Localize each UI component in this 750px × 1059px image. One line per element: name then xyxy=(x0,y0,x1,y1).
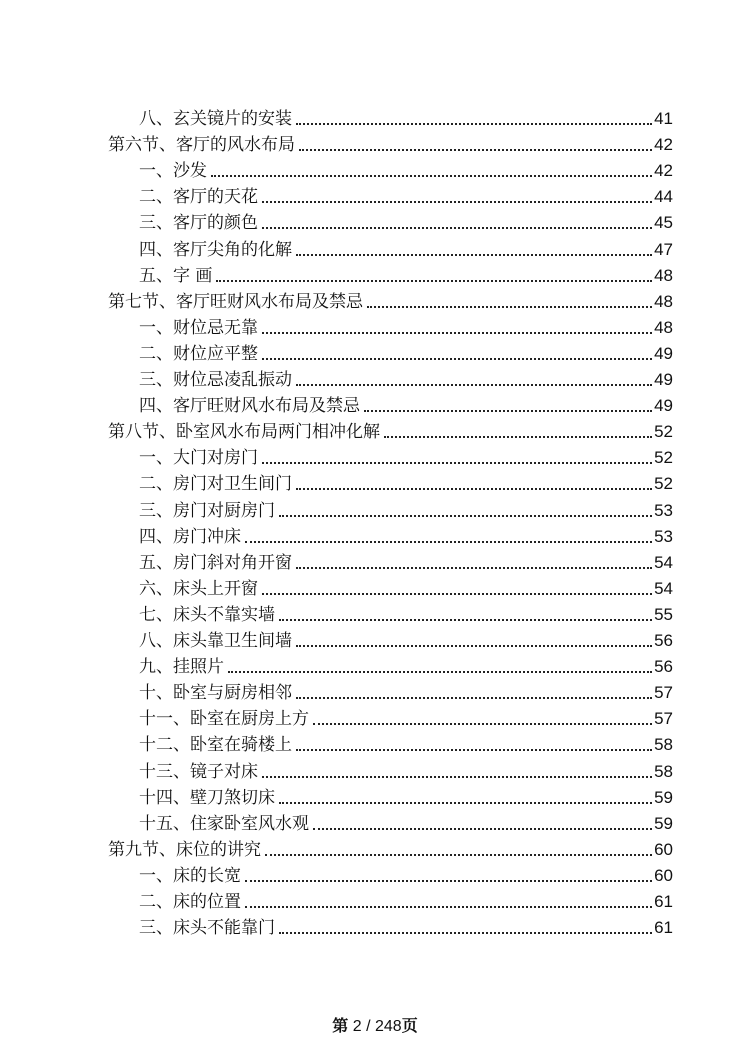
toc-entry-label: 五、房门斜对角开窗 xyxy=(139,552,292,573)
toc-section-entry xyxy=(108,417,673,443)
toc-dot-leader xyxy=(265,854,652,856)
toc-entry-page-number: 54 xyxy=(654,578,673,598)
toc-entry-page-number: 49 xyxy=(654,343,673,363)
toc-subsection-entry xyxy=(139,235,673,261)
toc-entry-label: 四、客厅尖角的化解 xyxy=(139,239,292,260)
toc-entry-label: 五、字 画 xyxy=(139,265,213,286)
toc-dot-leader xyxy=(245,880,652,882)
toc-entry-label: 四、客厅旺财风水布局及禁忌 xyxy=(139,396,360,417)
toc-subsection-entry xyxy=(139,391,673,417)
toc-subsection-entry xyxy=(139,913,673,939)
toc-subsection-entry xyxy=(139,861,673,887)
toc-entry-page-number: 47 xyxy=(654,239,673,259)
toc-dot-leader xyxy=(279,619,652,621)
toc-dot-leader xyxy=(211,175,652,177)
toc-entry-page-number: 59 xyxy=(654,813,673,833)
toc-dot-leader xyxy=(245,906,652,908)
toc-dot-leader xyxy=(279,932,652,934)
toc-entry-page-number: 42 xyxy=(654,161,673,181)
toc-subsection-entry xyxy=(139,757,673,783)
toc-section-entry xyxy=(108,835,673,861)
toc-entry-label: 十二、卧室在骑楼上 xyxy=(139,735,292,756)
toc-dot-leader xyxy=(296,697,652,699)
toc-entry-page-number: 49 xyxy=(654,396,673,416)
toc-entry-page-number: 53 xyxy=(654,500,673,520)
toc-entry-page-number: 61 xyxy=(654,892,673,911)
toc-subsection-entry xyxy=(139,469,673,495)
toc-subsection-entry xyxy=(139,365,673,391)
toc-subsection-entry xyxy=(139,704,673,730)
toc-entry-page-number: 57 xyxy=(654,709,673,729)
toc-entry-page-number: 55 xyxy=(654,604,673,624)
toc-entry-label: 十一、卧室在厨房上方 xyxy=(139,709,309,730)
toc-section-entry xyxy=(108,287,673,313)
toc-subsection-entry xyxy=(139,809,673,835)
toc-entry-label: 八、床头靠卫生间墙 xyxy=(139,631,292,651)
toc-entry-label: 十、卧室与厨房相邻 xyxy=(139,683,292,704)
toc-subsection-entry xyxy=(139,783,673,809)
toc-entry-label: 三、房门对厨房门 xyxy=(139,500,275,521)
toc-entry-label: 八、玄关镜片的安装 xyxy=(139,109,292,129)
toc-subsection-entry xyxy=(139,548,673,574)
toc-entry-label: 一、床的长宽 xyxy=(139,865,241,886)
toc-entry-page-number: 61 xyxy=(654,918,673,938)
toc-subsection-entry xyxy=(139,156,673,182)
toc-entry-label: 三、床头不能靠门 xyxy=(139,918,275,939)
toc-entry-page-number: 56 xyxy=(654,631,673,650)
toc-dot-leader xyxy=(262,593,652,595)
toc-subsection-entry xyxy=(139,496,673,522)
toc-dot-leader xyxy=(296,254,652,256)
toc-subsection-entry xyxy=(139,678,673,704)
toc-dot-leader xyxy=(262,332,652,334)
toc-subsection-entry xyxy=(139,208,673,234)
toc-dot-leader xyxy=(262,358,652,360)
toc-entry-label: 一、财位忌无靠 xyxy=(139,317,258,338)
toc-dot-leader xyxy=(296,123,652,125)
toc-entry-page-number: 59 xyxy=(654,787,673,807)
toc-entry-page-number: 57 xyxy=(654,683,673,703)
toc-entry-page-number: 52 xyxy=(654,474,673,494)
toc-entry-label: 一、沙发 xyxy=(139,161,207,182)
toc-entry-label: 一、大门对房门 xyxy=(139,448,258,469)
toc-entry-label: 二、房门对卫生间门 xyxy=(139,474,292,495)
toc-entry-label: 三、客厅的颜色 xyxy=(139,213,258,234)
toc-subsection-entry xyxy=(139,443,673,469)
toc-entry-page-number: 45 xyxy=(654,213,673,233)
toc-dot-leader xyxy=(228,671,652,673)
toc-subsection-entry xyxy=(139,522,673,548)
toc-subsection-entry xyxy=(139,104,673,130)
toc-dot-leader xyxy=(262,201,652,203)
toc-entry-page-number: 60 xyxy=(654,839,673,859)
toc-entry-label: 六、床头上开窗 xyxy=(139,578,258,599)
toc-entry-label: 九、挂照片 xyxy=(139,657,224,678)
toc-dot-leader xyxy=(279,802,652,804)
toc-dot-leader xyxy=(384,436,652,438)
toc-entry-page-number: 48 xyxy=(654,265,673,285)
toc-entry-page-number: 58 xyxy=(654,735,673,755)
toc-dot-leader xyxy=(262,462,652,464)
toc-entry-page-number: 48 xyxy=(654,291,673,311)
toc-subsection-entry xyxy=(139,887,673,913)
footer-prefix: 第 xyxy=(332,1018,349,1035)
toc-entry-label: 三、财位忌凌乱振动 xyxy=(139,370,292,390)
toc-section-entry xyxy=(108,130,673,156)
toc-subsection-entry xyxy=(139,313,673,339)
toc-subsection-entry xyxy=(139,652,673,678)
toc-entry-page-number: 52 xyxy=(654,448,673,468)
toc-entry-label: 二、客厅的天花 xyxy=(139,187,258,208)
toc-entry-page-number: 52 xyxy=(654,422,673,442)
toc-entry-page-number: 60 xyxy=(654,865,673,885)
toc-dot-leader xyxy=(245,541,652,543)
toc-subsection-entry xyxy=(139,339,673,365)
toc-entry-label: 第七节、客厅旺财风水布局及禁忌 xyxy=(108,291,363,312)
toc-entry-page-number: 54 xyxy=(654,552,673,572)
toc-entry-label: 七、床头不靠实墙 xyxy=(139,604,275,625)
toc-entry-label: 第八节、卧室风水布局两门相冲化解 xyxy=(108,422,380,443)
toc-dot-leader xyxy=(216,280,652,282)
toc-dot-leader xyxy=(296,567,652,569)
toc-subsection-entry xyxy=(139,600,673,626)
toc-entry-label: 十五、住家卧室风水观 xyxy=(139,813,309,834)
toc-dot-leader xyxy=(313,828,652,830)
toc-entry-label: 十四、壁刀煞切床 xyxy=(139,787,275,808)
toc-entry-page-number: 44 xyxy=(654,187,673,207)
toc-entry-label: 第六节、客厅的风水布局 xyxy=(108,135,295,156)
toc-dot-leader xyxy=(313,723,652,725)
toc-entry-page-number: 56 xyxy=(654,657,673,677)
toc-subsection-entry xyxy=(139,261,673,287)
toc-dot-leader xyxy=(296,384,652,386)
toc-entry-page-number: 48 xyxy=(654,317,673,337)
toc-dot-leader xyxy=(262,227,652,229)
toc-entry-label: 第九节、床位的讲究 xyxy=(108,839,261,860)
toc-subsection-entry xyxy=(139,574,673,600)
toc-dot-leader xyxy=(296,749,652,751)
toc-subsection-entry xyxy=(139,626,673,652)
toc-dot-leader xyxy=(364,410,652,412)
toc-entry-label: 二、财位应平整 xyxy=(139,343,258,364)
toc-entry-page-number: 49 xyxy=(654,370,673,389)
toc-subsection-entry xyxy=(139,182,673,208)
toc-entry-page-number: 53 xyxy=(654,526,673,546)
toc-dot-leader xyxy=(279,515,652,517)
toc-dot-leader xyxy=(367,306,652,308)
toc-entry-page-number: 42 xyxy=(654,135,673,155)
toc-entry-page-number: 58 xyxy=(654,761,673,781)
footer-suffix: 页 xyxy=(401,1018,418,1035)
toc-entry-label: 十三、镜子对床 xyxy=(139,761,258,782)
footer-separator: / xyxy=(366,1018,371,1035)
toc-entry-label: 二、床的位置 xyxy=(139,892,241,912)
toc-subsection-entry xyxy=(139,730,673,756)
toc-dot-leader xyxy=(296,488,652,490)
toc-dot-leader xyxy=(299,149,652,151)
toc-dot-leader xyxy=(262,776,652,778)
page-footer xyxy=(0,1013,750,1036)
toc-dot-leader xyxy=(296,645,652,647)
footer-total-pages: 248 xyxy=(375,1018,402,1035)
footer-page-number: 2 xyxy=(352,1018,362,1035)
toc-entry-page-number: 41 xyxy=(654,109,673,128)
toc-entry-label: 四、房门冲床 xyxy=(139,526,241,547)
